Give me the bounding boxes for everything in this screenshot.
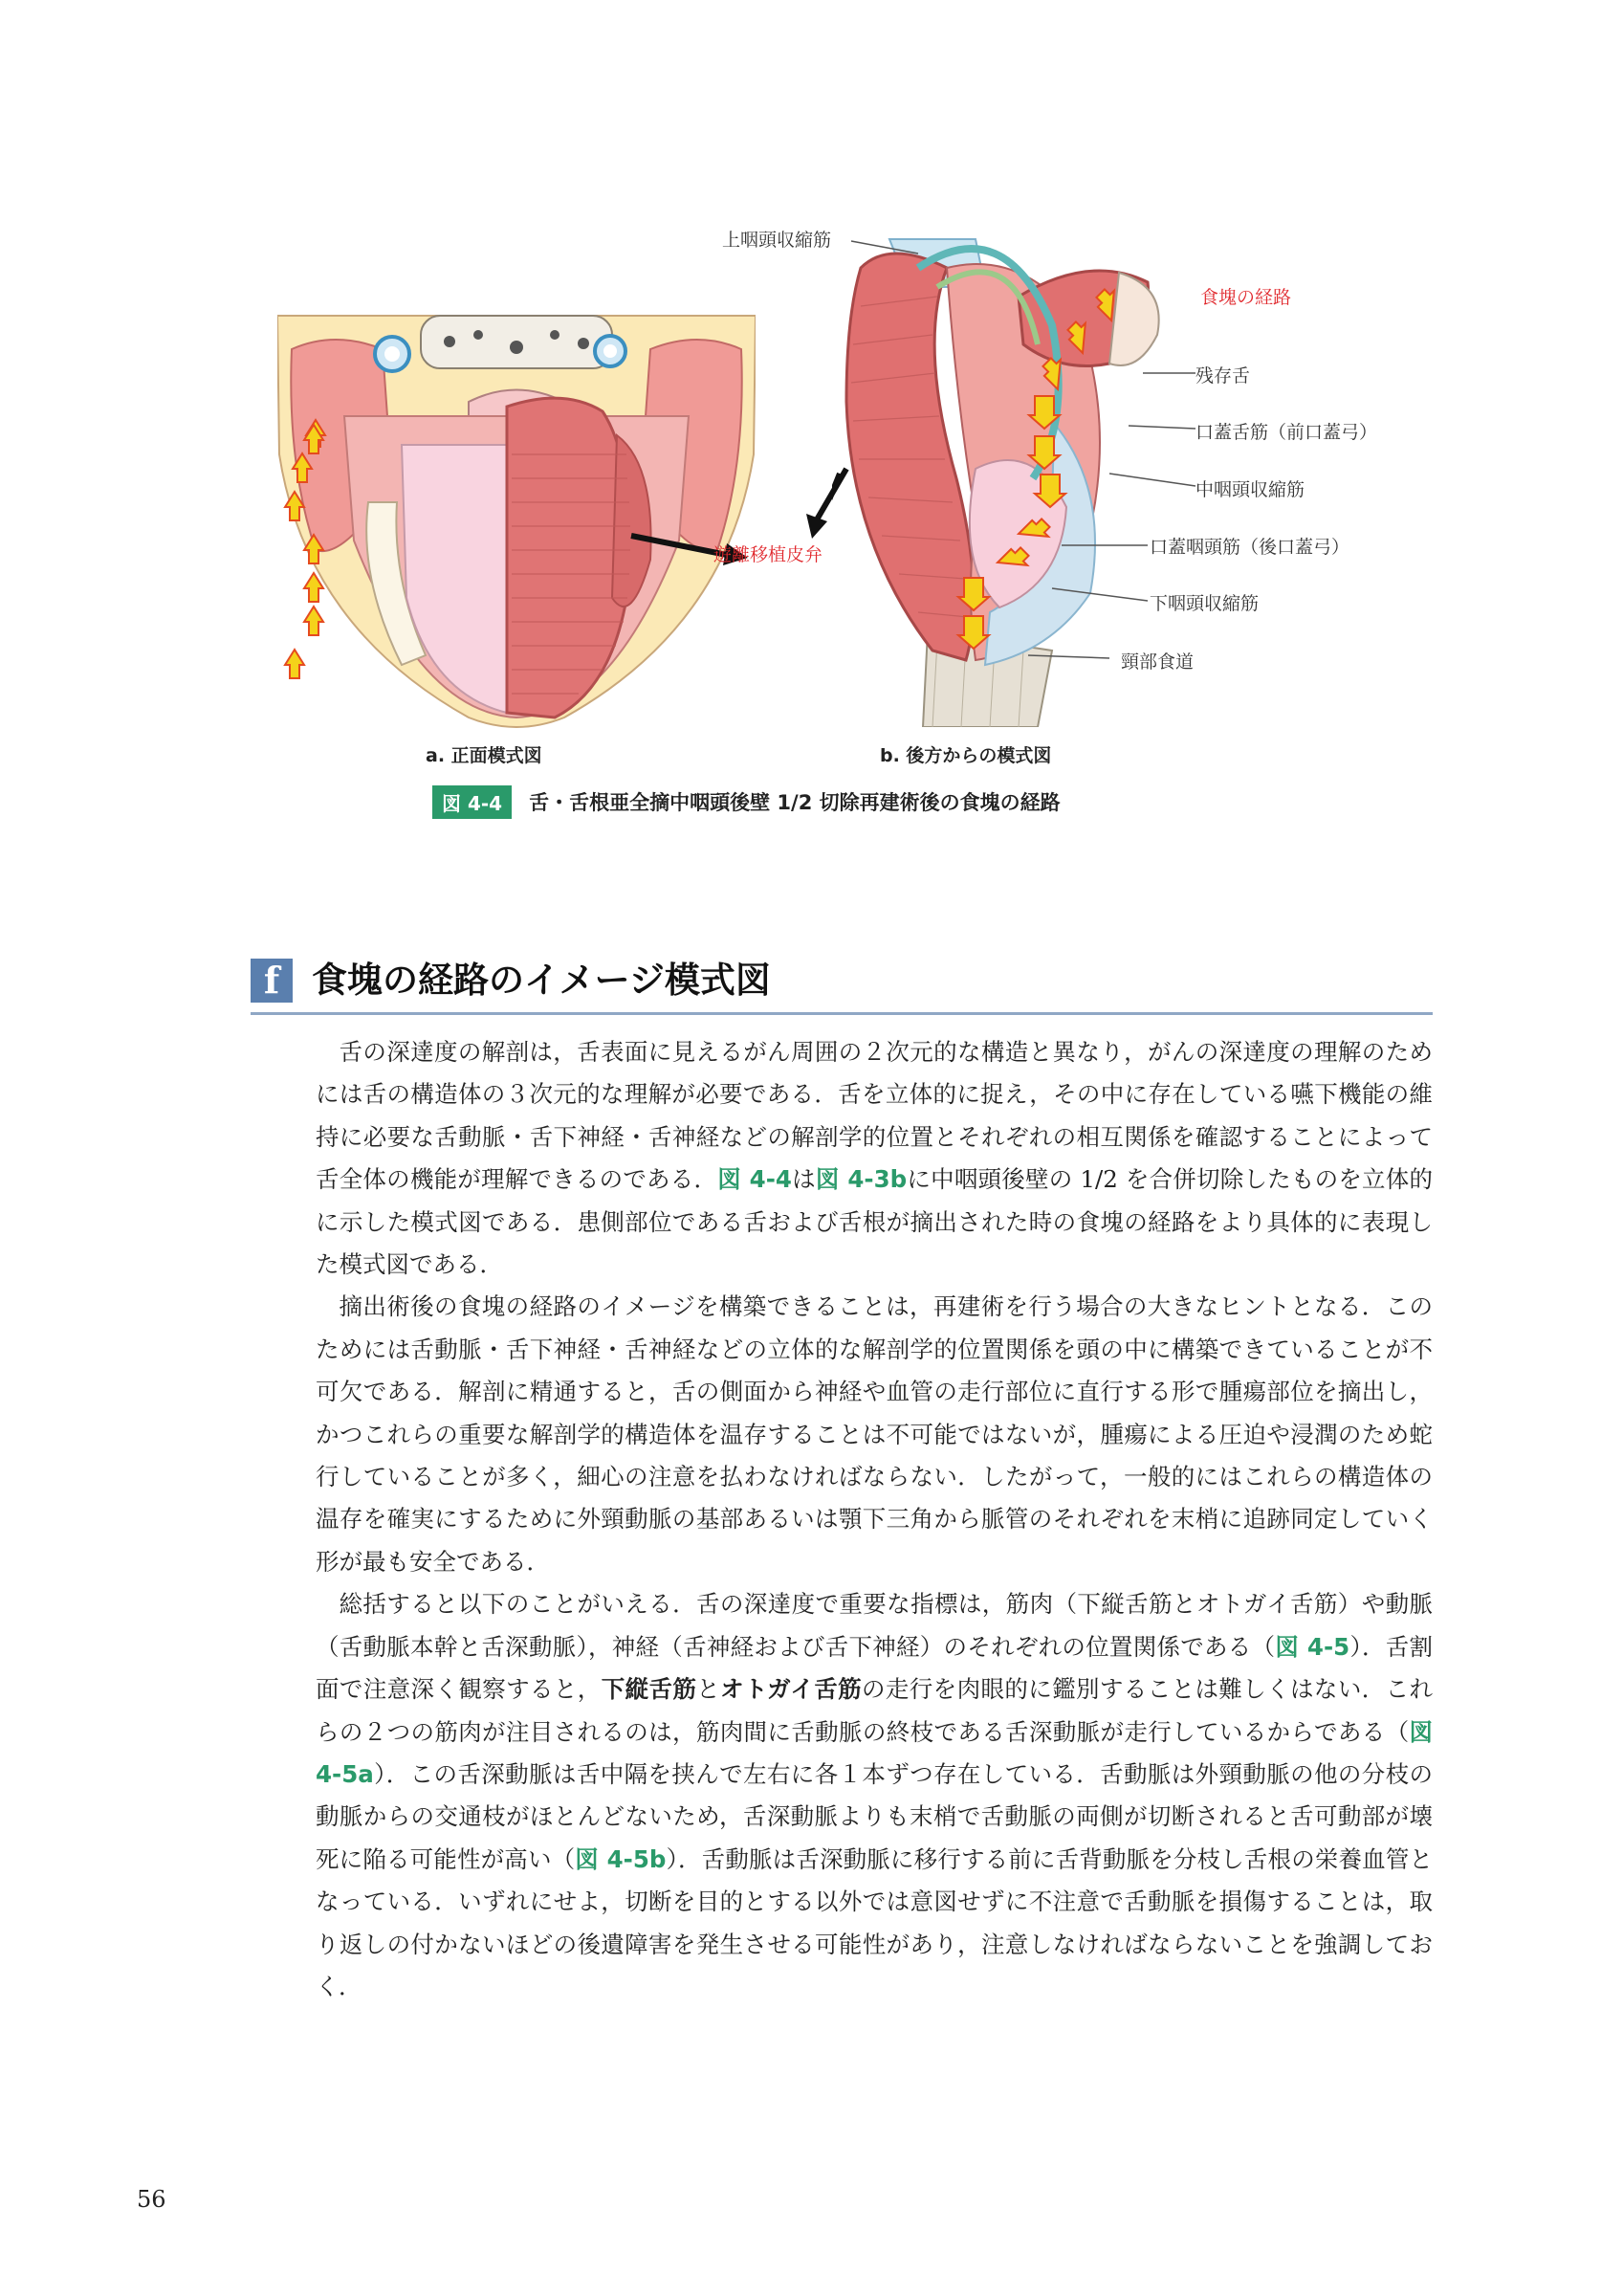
ref-fig-4-3b[interactable]: 図 4-3b (815, 1165, 908, 1194)
p1-text-c: に中咽頭後壁の 1/2 を合併切除したものを立体的に示した模式図である．患側部位である舌および舌根が摘出された時の食塊の経路をより具体的に表現した模式図である． (316, 1165, 1433, 1279)
body-text (316, 1031, 1433, 2008)
paragraph-2: 摘出術後の食塊の経路のイメージを構築できることは，再建術を行う場合の大きなヒントとなる．このためには舌動脈・舌下神経・舌神経などの立体的な解剖学的位置関係を頭の中に構築できていることが不可欠である．解剖に精通すると，舌の側面から神経や血管の走行部位に直行する形で腫瘍部位を摘出し，かつこれらの重要な解剖学的構造体を温存することは不可能ではないが，腫瘍による圧迫や浸潤のため蛇行していることが多く，細心の注意を払わなければならない．したがって，一般的にはこれらの構造体の温存を確実にするために外頸動脈の基部あるいは顎下三角から脈管のそれぞれを末梢に追跡同定していく形が最も安全である． (316, 1292, 1433, 1576)
ref-fig-4-5a[interactable]: 図 4-5a (316, 1717, 1434, 1788)
p3-text-a: 総括すると以下のことがいえる．舌の深達度で重要な指標は，筋肉（下縦舌筋とオトガイ舌筋）や動脈（舌動脈本幹と舌深動脈），神経（舌神経および舌下神経）のそれぞれの位置関係である（ (316, 1590, 1433, 1661)
figure-a-frontal-illustration (277, 311, 756, 732)
subfigure-a-label: a. 正面模式図 (426, 745, 542, 766)
ref-fig-4-4[interactable]: 図 4-4 (717, 1165, 792, 1194)
label-bolus-path: 食塊の経路 (1200, 287, 1292, 308)
label-superior-constrictor: 上咽頭収縮筋 (722, 230, 832, 251)
label-residual-tongue: 残存舌 (1195, 365, 1251, 386)
label-inferior-constrictor: 下咽頭収縮筋 (1150, 593, 1260, 614)
paragraph-1 (316, 1031, 1433, 1286)
figure-caption (432, 784, 1061, 819)
term-inferior-longitudinal: 下縦舌筋 (601, 1675, 697, 1704)
p3-text-b: ）．舌割面で注意深く観察すると， (316, 1632, 1434, 1704)
label-palatoglossus: 口蓋舌筋（前口蓋弓） (1195, 422, 1378, 443)
figure-number-badge: 図 4-4 (432, 785, 512, 819)
p3-text-f: ）．舌動脈は舌深動脈に移行する前に舌背動脈を分枝し舌根の栄養血管となっている．いずれにせよ，切断を目的とする以外では意図せずに不注意で舌動脈を損傷することは，取り返しの付かないほどの後遺障害を発生させる可能性があり，注意しなければならないことを強調しておく． (316, 1844, 1433, 2000)
p3-text-c: と (696, 1675, 721, 1704)
figure-b-leader-lines (842, 230, 1205, 708)
figure-caption-title: 舌・舌根亜全摘中咽頭後壁 1/2 切除再建術後の食塊の経路 (529, 791, 1061, 814)
section-letter-badge: f (251, 959, 293, 1003)
label-palatopharyngeus: 口蓋咽頭筋（後口蓋弓） (1150, 537, 1350, 558)
paragraph-3 (316, 1583, 1433, 2008)
subfigure-b-label: b. 後方からの模式図 (880, 745, 1052, 766)
ref-fig-4-5[interactable]: 図 4-5 (1275, 1632, 1350, 1661)
section-heading (251, 957, 1433, 1015)
term-genioglossus: オトガイ舌筋 (720, 1675, 863, 1704)
ref-fig-4-5b[interactable]: 図 4-5b (575, 1844, 667, 1873)
p1-text-a: 舌の深達度の解剖は，舌表面に見えるがん周囲の２次元的な構造と異なり，がんの深達度の理解のためには舌の構造体の３次元的な理解が必要である．舌を立体的に捉え，その中に存在している嚥下機能の維持に必要な舌動脈・舌下神経・舌神経などの解剖学的位置とそれぞれの相互関係を確認することによって舌全体の機能が理解できるのである． (316, 1038, 1433, 1194)
p1-text-b: は (791, 1165, 816, 1194)
section-title: 食塊の経路のイメージ模式図 (312, 960, 771, 1001)
p3-text-d: の走行を肉眼的に鑑別することは難しくはない．これらの２つの筋肉が注目されるのは，筋肉間に舌動脈の終枝である舌深動脈が走行しているからである（ (316, 1675, 1433, 1746)
page-number: 56 (137, 2186, 166, 2213)
label-cervical-esophagus: 頸部食道 (1121, 651, 1195, 673)
label-middle-constrictor: 中咽頭収縮筋 (1195, 479, 1305, 500)
label-free-flap: 遊離移植皮弁 (713, 544, 823, 565)
p3-text-e: ）．この舌深動脈は舌中隔を挟んで左右に各１本ずつ存在している．舌動脈は外頸動脈の他の分枝の動脈からの交通枝がほとんどないため，舌深動脈よりも末梢で舌動脈の両側が切断されると舌可動部が壊死に陥る可能性が高い（ (316, 1759, 1433, 1873)
